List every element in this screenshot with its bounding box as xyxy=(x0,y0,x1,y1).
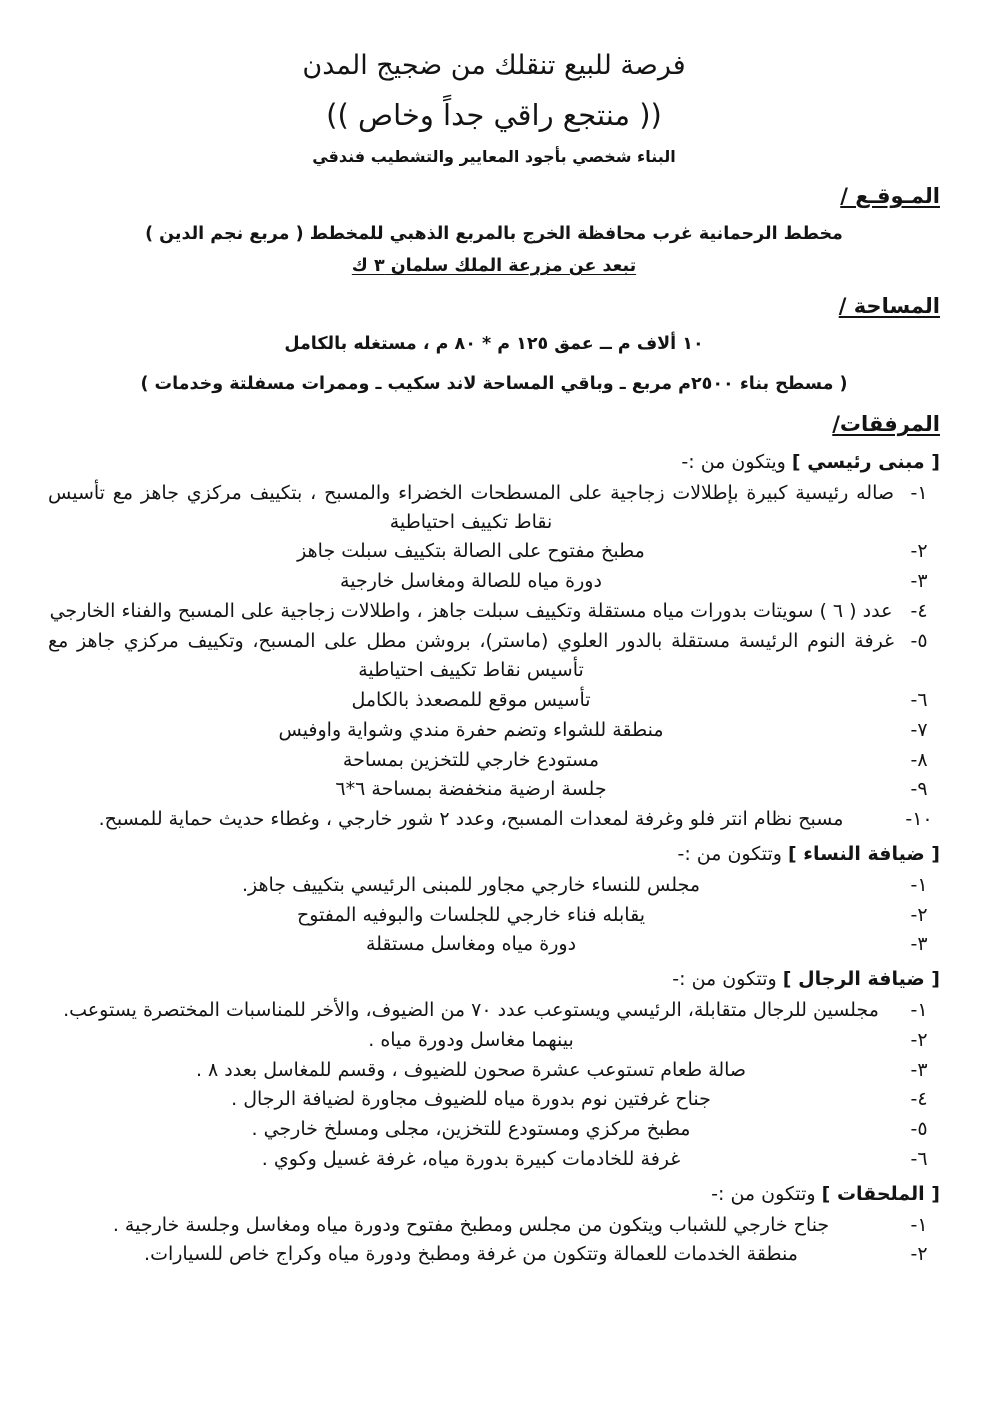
attachment-item-number: ٤- xyxy=(910,1088,928,1111)
attachment-item-number: ١- xyxy=(910,481,928,504)
area-line-1: ١٠ ألاف م ــ عمق ١٢٥ م * ٨٠ م ، مستغله بالكامل xyxy=(284,334,704,355)
attachment-item-number: ١٠- xyxy=(905,808,933,831)
attachment-item-list xyxy=(48,479,940,835)
attachment-item-text: يقابله فناء خارجي للجلسات والبوفيه المفتوح xyxy=(296,903,645,926)
attachment-group-suffix: وتتكون من :- xyxy=(711,1183,822,1205)
attachment-item xyxy=(48,597,940,626)
attachment-group-heading xyxy=(48,840,940,869)
attachment-item-number: ٣- xyxy=(910,1058,928,1081)
attachment-item-text: مطبخ مركزي ومستودع للتخزين، مجلى ومسلخ خارجي . xyxy=(251,1118,691,1141)
attachment-item-number: ١- xyxy=(910,998,928,1021)
attachment-item xyxy=(48,1115,940,1144)
attachment-item xyxy=(48,1056,940,1085)
attachment-item xyxy=(48,930,940,959)
attachment-group-heading xyxy=(48,965,940,994)
attachment-item xyxy=(48,627,940,685)
headline-tertiary: البناء شخصي بأجود المعايير والتشطيب فندقي xyxy=(312,146,676,166)
attachment-group-heading xyxy=(48,1180,940,1209)
attachment-item-number: ٢- xyxy=(910,1028,928,1051)
attachment-item-number: ٣- xyxy=(910,570,928,593)
attachment-groups xyxy=(48,448,940,1269)
attachment-item-list xyxy=(48,1211,940,1270)
attachment-item xyxy=(48,1211,940,1240)
attachment-item-list xyxy=(48,871,940,960)
attachment-item-number: ٥- xyxy=(910,630,928,652)
attachment-item xyxy=(48,805,940,834)
attachment-item-text: منطقة للشواء وتضم حفرة مندي وشواية واوفيس xyxy=(278,718,664,741)
attachment-item-text: دورة مياه للصالة ومغاسل خارجية xyxy=(340,570,602,593)
attachment-group-tag: [ مبنى رئيسي ] xyxy=(791,451,940,474)
attachment-item-text: صالة طعام تستوعب عشرة صحون للضيوف ، وقسم للمغاسل بعدد ٨ . xyxy=(195,1058,747,1081)
attachment-item-number: ٤- xyxy=(910,600,928,623)
attachment-item-text: جلسة ارضية منخفضة بمساحة ٦*٦ xyxy=(335,778,607,801)
attachment-item-text: عدد ( ٦ ) سويتات بدورات مياه مستقلة وتكييف سبلت جاهز ، واطلالات زجاجية على المسبح والفناء الخارجي xyxy=(49,600,893,623)
attachment-item xyxy=(48,1145,940,1174)
attachment-item xyxy=(48,775,940,804)
attachment-item xyxy=(48,479,940,537)
attachment-group-tag: [ الملحقات ] xyxy=(821,1183,940,1205)
attachment-item-number: ٢- xyxy=(910,903,928,926)
section-title-attachments: المرفقات/ xyxy=(832,412,940,437)
attachment-item xyxy=(48,996,940,1025)
attachment-item-text: تأسيس موقع للمصعدذ بالكامل xyxy=(351,688,591,711)
headline-primary: فرصة للبيع تنقلك من ضجيج المدن xyxy=(302,50,686,81)
attachment-item-text: مسبح نظام انتر فلو وغرفة لمعدات المسبح، وعدد ٢ شور خارجي ، وغطاء حديث حماية للمسبح. xyxy=(98,808,844,831)
attachment-item xyxy=(48,901,940,930)
attachment-item-number: ٥- xyxy=(910,1118,928,1141)
attachment-item xyxy=(48,567,940,596)
attachment-item-text: غرفة النوم الرئيسة مستقلة بالدور العلوي (ماستر)، بروشن مطل على المسبح، وتكييف مركزي جاهز مع تأسيس نقاط تكييف احتياطية xyxy=(48,630,894,681)
attachment-item xyxy=(48,1026,940,1055)
attachment-item-text: دورة مياه ومغاسل مستقلة xyxy=(365,933,577,956)
attachment-item-number: ٧- xyxy=(910,718,928,741)
attachment-group-suffix: ويتكون من :- xyxy=(681,451,792,474)
location-line-1: مخطط الرحمانية غرب محافظة الخرج بالمربع الذهبي للمخطط ( مربع نجم الدين ) xyxy=(145,224,843,245)
area-line-2: ( مسطح بناء ٢٥٠٠م مربع ـ وباقي المساحة لاند سكيب ـ وممرات مسفلتة وخدمات ) xyxy=(140,374,848,395)
attachment-item xyxy=(48,871,940,900)
attachment-item-text: مجلس للنساء خارجي مجاور للمبنى الرئيسي بتكييف جاهز. xyxy=(241,873,701,896)
attachment-item-number: ٩- xyxy=(910,778,928,801)
attachment-item-text: بينهما مغاسل ودورة مياه . xyxy=(368,1028,574,1051)
attachment-item-text: مجلسين للرجال متقابلة، الرئيسي ويستوعب عدد ٧٠ من الضيوف، والأخر للمناسبات المختصرة يستوعب. xyxy=(63,998,879,1021)
attachment-group-tag: [ ضيافة النساء ] xyxy=(787,843,940,866)
document-header xyxy=(48,46,940,168)
attachment-group-tag: [ ضيافة الرجال ] xyxy=(782,968,940,991)
attachment-item-text: جناح خارجي للشباب ويتكون من مجلس ومطبخ مفتوح ودورة مياه ومغاسل وجلسة خارجية . xyxy=(112,1213,830,1236)
section-title-area: المساحة / xyxy=(838,294,940,319)
attachment-item-number: ٦- xyxy=(910,1148,928,1171)
attachment-item-text: منطقة الخدمات للعمالة وتتكون من غرفة ومطبخ ودورة مياه وكراج خاص للسيارات. xyxy=(144,1243,798,1266)
attachment-item-text: صاله رئيسية كبيرة بإطلالات زجاجية على المسطحات الخضراء والمسبح ، بتكييف مركزي جاهز مع تأسيس نقاط تكييف احتياطية xyxy=(48,481,894,533)
attachment-item-number: ١- xyxy=(910,873,928,896)
attachment-item-number: ٦- xyxy=(910,688,928,711)
section-title-location: المـوقـع / xyxy=(840,184,940,209)
headline-secondary: (( منتجع راقي جداً وخاص )) xyxy=(326,98,662,133)
attachment-item xyxy=(48,686,940,715)
attachment-group-suffix: وتتكون من :- xyxy=(672,968,783,991)
attachment-item-number: ١- xyxy=(910,1213,928,1236)
location-line-2: تبعد عن مزرعة الملك سلمان ٣ ك xyxy=(351,256,637,277)
attachment-item-text: مستودع خارجي للتخزين بمساحة xyxy=(342,748,600,771)
attachment-item-number: ٨- xyxy=(910,748,928,771)
attachment-group-heading xyxy=(48,448,940,477)
attachment-item-text: مطبخ مفتوح على الصالة بتكييف سبلت جاهز xyxy=(297,540,645,563)
attachment-item xyxy=(48,746,940,775)
attachment-item-number: ٢- xyxy=(910,540,928,563)
attachment-item xyxy=(48,1085,940,1114)
attachment-item-number: ٢- xyxy=(910,1243,928,1266)
attachment-item-text: جناح غرفتين نوم بدورة مياه للضيوف مجاورة لضيافة الرجال . xyxy=(231,1088,711,1111)
attachment-group-suffix: وتتكون من :- xyxy=(677,843,788,866)
attachment-item xyxy=(48,537,940,566)
attachment-item xyxy=(48,1240,940,1269)
attachment-item xyxy=(48,716,940,745)
attachment-item-list xyxy=(48,996,940,1174)
attachment-item-number: ٣- xyxy=(910,933,928,956)
attachment-item-text: غرفة للخادمات كبيرة بدورة مياه، غرفة غسيل وكوي . xyxy=(261,1148,681,1171)
